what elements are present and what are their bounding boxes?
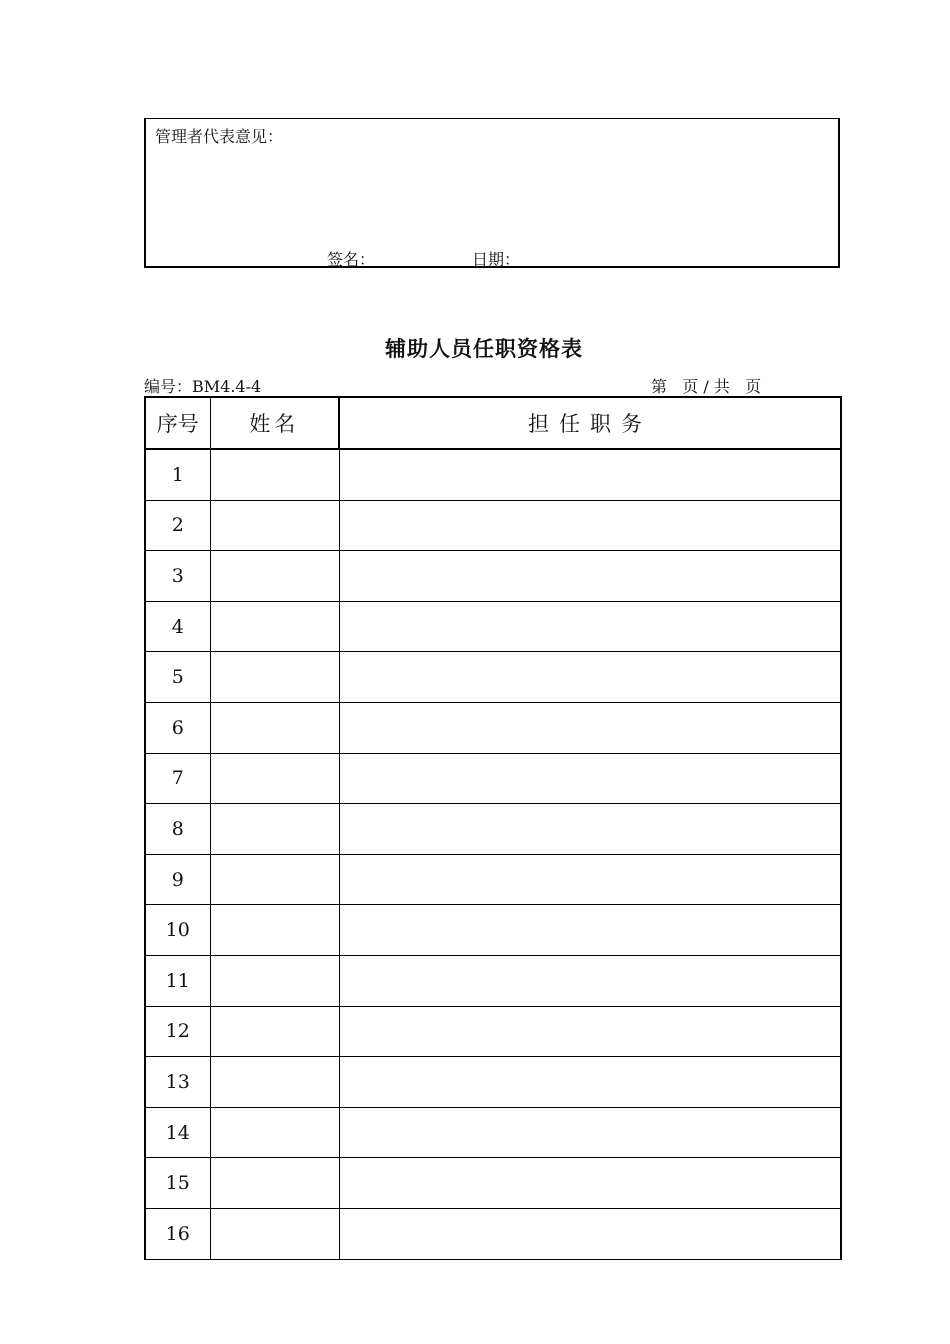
cell-name[interactable] (210, 955, 339, 1006)
cell-seq: 4 (145, 601, 210, 652)
cell-name[interactable] (210, 854, 339, 905)
opinion-label: 管理者代表意见： (155, 127, 284, 146)
table-row (145, 652, 841, 703)
cell-seq: 9 (145, 854, 210, 905)
signature-label: 签名： (327, 250, 376, 269)
cell-seq: 12 (145, 1006, 210, 1057)
table-row (145, 702, 841, 753)
cell-seq: 5 (145, 652, 210, 703)
cell-name[interactable] (210, 1158, 339, 1209)
management-representative-opinion-box (144, 118, 840, 268)
cell-name[interactable] (210, 1057, 339, 1108)
table-row (145, 905, 841, 956)
cell-seq: 15 (145, 1158, 210, 1209)
cell-seq: 7 (145, 753, 210, 804)
cell-name[interactable] (210, 702, 339, 753)
table-header-row (145, 397, 841, 449)
cell-name[interactable] (210, 652, 339, 703)
table-row (145, 1208, 841, 1259)
cell-name[interactable] (210, 601, 339, 652)
cell-seq: 16 (145, 1208, 210, 1259)
form-number: 编号：BM4.4-4 (144, 377, 262, 396)
cell-seq: 1 (145, 449, 210, 500)
cell-seq: 13 (145, 1057, 210, 1108)
page-indicator: 第 页 / 共 页 (651, 377, 762, 396)
cell-position[interactable] (339, 500, 841, 551)
cell-position[interactable] (339, 551, 841, 602)
cell-name[interactable] (210, 1006, 339, 1057)
cell-seq: 8 (145, 804, 210, 855)
table-row (145, 500, 841, 551)
cell-position[interactable] (339, 804, 841, 855)
table-row (145, 1057, 841, 1108)
cell-position[interactable] (339, 905, 841, 956)
cell-position[interactable] (339, 1158, 841, 1209)
table-row (145, 1158, 841, 1209)
cell-name[interactable] (210, 905, 339, 956)
cell-position[interactable] (339, 1006, 841, 1057)
cell-position[interactable] (339, 753, 841, 804)
cell-position[interactable] (339, 601, 841, 652)
table-row (145, 601, 841, 652)
cell-position[interactable] (339, 955, 841, 1006)
cell-position[interactable] (339, 854, 841, 905)
staff-qualification-table (144, 396, 842, 1260)
form-title: 辅助人员任职资格表 (385, 336, 583, 361)
table-row (145, 1107, 841, 1158)
cell-seq: 14 (145, 1107, 210, 1158)
table-row (145, 1006, 841, 1057)
table-row (145, 854, 841, 905)
cell-name[interactable] (210, 1107, 339, 1158)
header-position: 担任职务 (339, 397, 841, 449)
header-name: 姓名 (210, 397, 339, 449)
cell-seq: 3 (145, 551, 210, 602)
cell-name[interactable] (210, 449, 339, 500)
cell-name[interactable] (210, 1208, 339, 1259)
cell-name[interactable] (210, 500, 339, 551)
table-row (145, 955, 841, 1006)
header-seq: 序号 (145, 397, 210, 449)
table-row (145, 753, 841, 804)
table-row (145, 449, 841, 500)
cell-seq: 2 (145, 500, 210, 551)
cell-seq: 6 (145, 702, 210, 753)
cell-name[interactable] (210, 753, 339, 804)
cell-position[interactable] (339, 449, 841, 500)
cell-name[interactable] (210, 804, 339, 855)
cell-position[interactable] (339, 702, 841, 753)
table-row (145, 804, 841, 855)
cell-position[interactable] (339, 1107, 841, 1158)
cell-seq: 10 (145, 905, 210, 956)
date-label: 日期： (472, 250, 521, 269)
cell-position[interactable] (339, 652, 841, 703)
cell-name[interactable] (210, 551, 339, 602)
cell-position[interactable] (339, 1057, 841, 1108)
cell-position[interactable] (339, 1208, 841, 1259)
cell-seq: 11 (145, 955, 210, 1006)
table-row (145, 551, 841, 602)
